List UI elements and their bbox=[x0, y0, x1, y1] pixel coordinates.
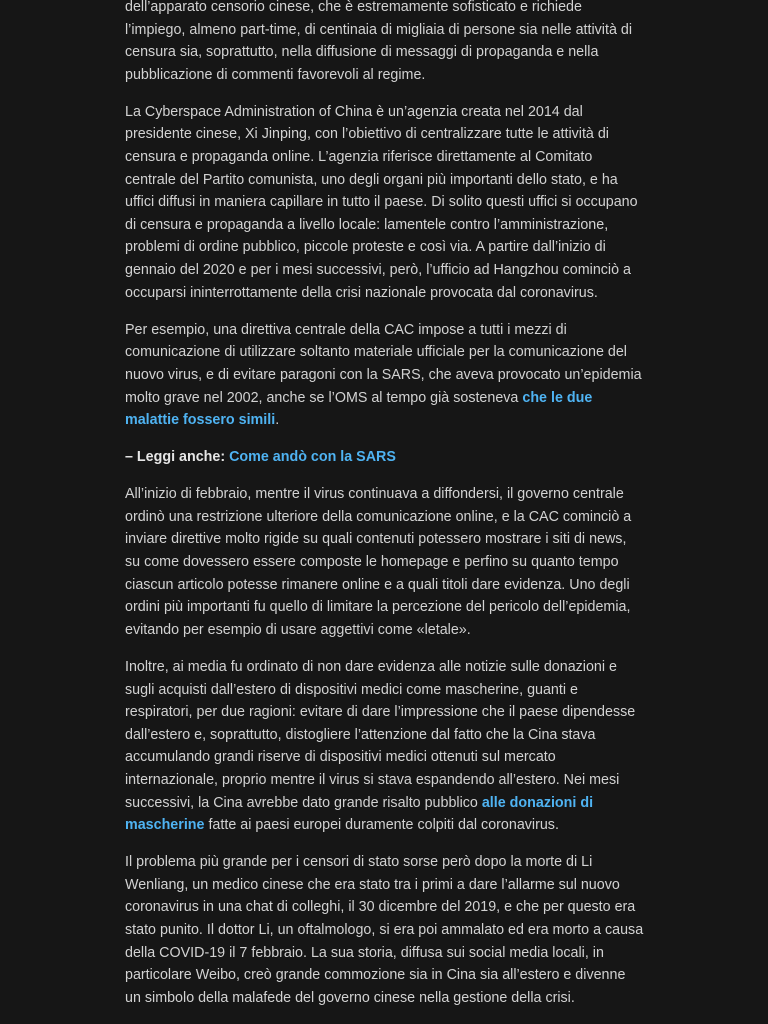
sars-similarity-link[interactable]: che le due malattie fossero simili bbox=[125, 389, 593, 429]
read-also-link[interactable]: Come andò con la SARS bbox=[229, 449, 396, 466]
article-paragraph-2: La Cyberspace Administration of China è un’agenzia creata nel 2014 dal presidente cinese, Xi Jinping, con l’obiettivo di centralizzare tutte le attività di censura e propaganda online. L’agenzia riferisce direttamente al Comitato centrale del Partito comunista, uno degli organi più importanti dello stato, e ha uffici diffusi in maniera capillare in tutto il paese. Di solito questi uffici si occupano di censura e propaganda a livello locale: lamentele contro l’amministrazione, problemi di ordine pubblico, piccole proteste e così via. A partire dall’inizio di gennaio del 2020 e per i mesi successivi, però, l’ufficio ad Hangzhou cominciò a occuparsi ininterrottamente della crisi nazionale provocata dal coronavirus. bbox=[125, 103, 638, 301]
article-paragraph-5 bbox=[125, 656, 645, 837]
mask-donations-link[interactable]: alle donazioni di mascherine bbox=[125, 794, 594, 834]
paragraph-5-text: Inoltre, ai media fu ordinato di non dare evidenza alle notizie sulle donazioni e sugli acquisti dall’estero di dispositivi medici come mascherine, guanti e respiratori, per due ragioni: evitare di dare l’impressione che il paese dipendesse dall’estero e, soprattutto, distogliere l’attenzione dal fatto che la Cina stava accumulando grandi riserve di dispositivi medici ottenuti sul mercato internazionale, proprio mentre il virus si stava espandendo all’estero. Nei mesi successivi, la Cina avrebbe dato grande risalto pubblico bbox=[125, 658, 636, 811]
article-paragraph-4: All’inizio di febbraio, mentre il virus continuava a diffondersi, il governo centrale ordinò una restrizione ulteriore della comunicazione online, e la CAC cominciò a inviare direttive molto rigide su quali contenuti potessero mostrare i siti di news, su come dovessero essere composte le homepage e perfino su quanto tempo ciascun articolo potesse rimanere online e a quali titoli dare evidenza. Uno degli ordini più importanti fu quello di limitare la percezione del pericolo dell’epidemia, evitando per esempio di usare aggettivi come «letale». bbox=[125, 486, 632, 638]
article-body bbox=[125, 0, 645, 1024]
paragraph-5-end: fatte ai paesi europei duramente colpiti dal coronavirus. bbox=[204, 817, 559, 834]
paragraph-3-text: Per esempio, una direttiva centrale della CAC impose a tutti i mezzi di comunicazione di utilizzare soltanto materiale ufficiale per la comunicazione del nuovo virus, e di evitare paragoni con la SARS, che aveva provocato un’epidemia molto grave nel 2002, anche se l’OMS al tempo già sosteneva bbox=[125, 321, 642, 406]
article-paragraph-3 bbox=[125, 319, 645, 432]
read-also-label: – Leggi anche: bbox=[125, 449, 230, 466]
article-paragraph-6: Il problema più grande per i censori di stato sorse però dopo la morte di Li Wenliang, un medico cinese che era stato tra i primi a dare l’allarme sul nuovo coronavirus in una chat di colleghi, il 30 dicembre del 2019, e che per questo era stato punito. Il dottor Li, un oftalmologo, si era poi ammalato ed era morto a causa della COVID-19 il 7 febbraio. La sua storia, diffusa sui social media locali, in particolare Weibo, creò grande commozione sia in Cina sia all’estero e divenne un simbolo della malafede del governo cinese nella gestione della crisi. bbox=[125, 854, 644, 1006]
paragraph-3-end: . bbox=[275, 412, 280, 429]
read-also bbox=[125, 446, 645, 469]
article-paragraph-1: dell’apparato censorio cinese, che è estremamente sofisticato e richiede l’impiego, almeno part-time, di centinaia di migliaia di persone sia nelle attività di censura sia, soprattutto, nella diffusione di messaggi di propaganda e nella pubblicazione di commenti favorevoli al regime. bbox=[125, 0, 633, 83]
